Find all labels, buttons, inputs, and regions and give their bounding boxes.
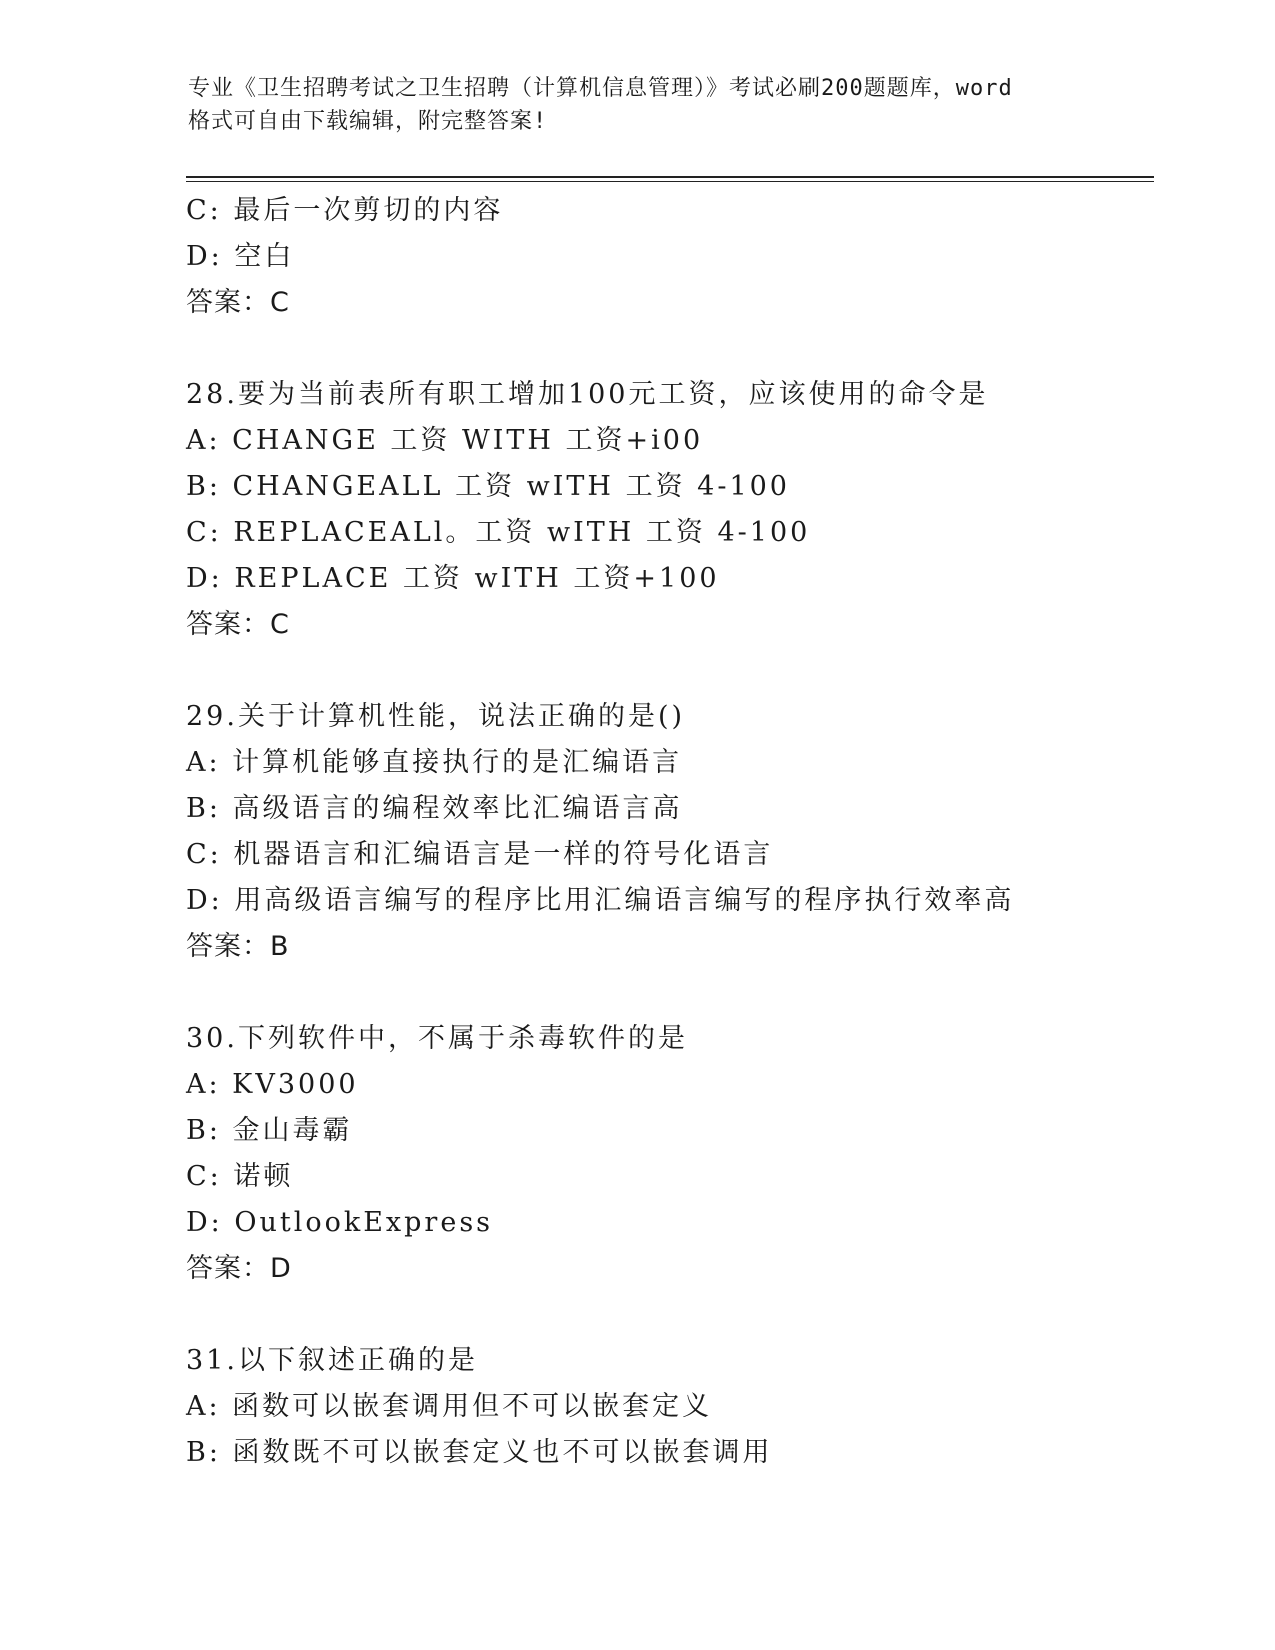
answer-line: 答案：D [186,1253,292,1284]
spacer [186,648,1146,694]
question-stem: 28.要为当前表所有职工增加100元工资，应该使用的命令是 [186,379,989,410]
question-stem: 29.关于计算机性能，说法正确的是() [186,701,686,732]
spacer [186,1292,1146,1338]
option-c: C: REPLACEALl。工资 wITH 工资 4-100 [186,517,811,548]
answer-line: 答案：B [186,931,290,962]
option-b: B: 高级语言的编程效率比汇编语言高 [186,793,683,824]
option-c: C: 最后一次剪切的内容 [186,195,504,226]
answer-line: 答案：C [186,609,290,640]
question-27-continued [186,188,1146,326]
option-d: D: REPLACE 工资 wITH 工资+100 [186,563,720,594]
document-header [188,72,1108,138]
question-28 [186,372,1146,648]
header-divider-thin [186,181,1154,182]
header-divider-thick [186,176,1154,178]
question-31 [186,1338,1146,1476]
option-b: B: CHANGEALL 工资 wITH 工资 4-100 [186,471,790,502]
header-title-line-1: 专业《卫生招聘考试之卫生招聘（计算机信息管理）》考试必刷200题题库，word [188,76,1013,101]
question-30 [186,1016,1146,1292]
option-a: A: KV3000 [186,1069,359,1100]
question-stem: 30.下列软件中，不属于杀毒软件的是 [186,1023,688,1054]
option-b: B: 函数既不可以嵌套定义也不可以嵌套调用 [186,1437,773,1468]
option-a: A: 计算机能够直接执行的是汇编语言 [186,747,683,778]
answer-line: 答案：C [186,287,290,318]
option-a: A: CHANGE 工资 WITH 工资+i00 [186,425,704,456]
spacer [186,970,1146,1016]
option-d: D: OutlookExpress [186,1207,494,1238]
question-stem: 31.以下叙述正确的是 [186,1345,478,1376]
option-c: C: 诺顿 [186,1161,294,1192]
question-29 [186,694,1146,970]
question-list [186,188,1146,1476]
option-b: B: 金山毒霸 [186,1115,353,1146]
spacer [186,326,1146,372]
option-c: C: 机器语言和汇编语言是一样的符号化语言 [186,839,774,870]
header-title-line-2: 格式可自由下载编辑，附完整答案! [188,109,548,134]
option-d: D: 用高级语言编写的程序比用汇编语言编写的程序执行效率高 [186,885,1015,916]
option-d: D: 空白 [186,241,295,272]
option-a: A: 函数可以嵌套调用但不可以嵌套定义 [186,1391,713,1422]
